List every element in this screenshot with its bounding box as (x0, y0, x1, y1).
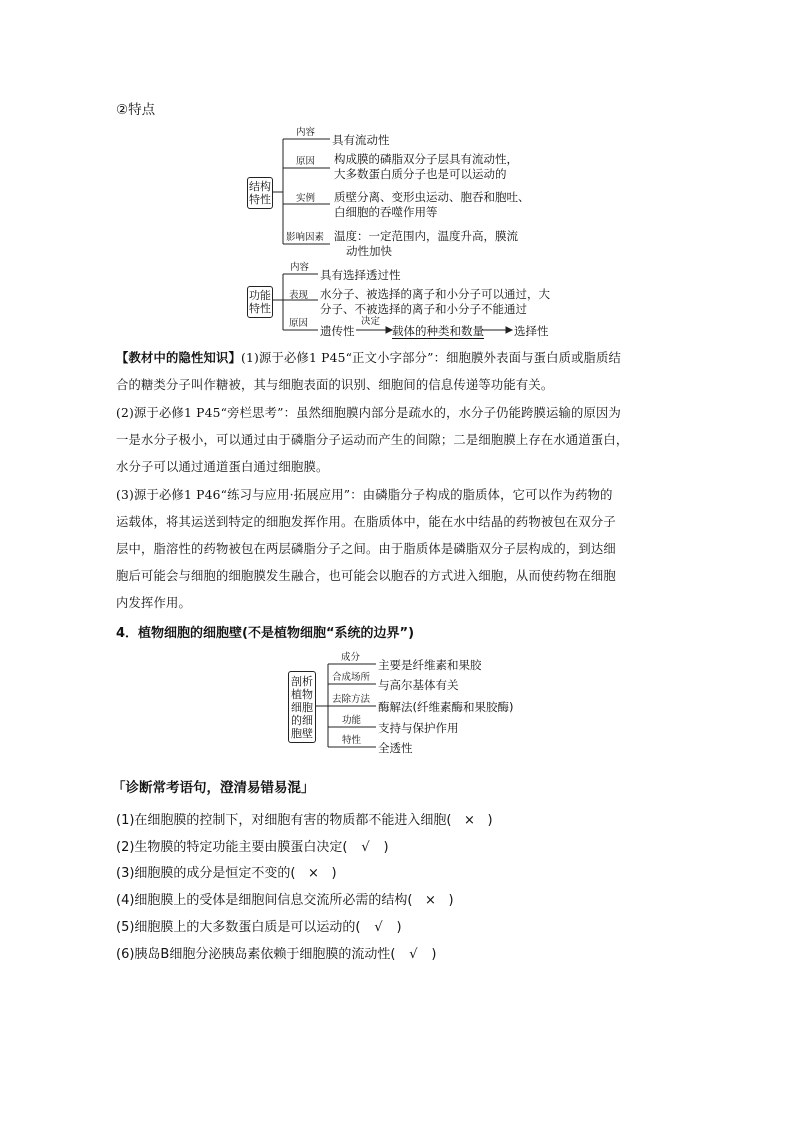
function-branch-text: 分子、不被选择的离子和小分子不能通过 (320, 302, 527, 316)
answer-mark: × (464, 813, 475, 828)
paragraph-3-line-3: 层中，脂溶性的药物被包在两层磷脂分子之间。由于脂质体是磷脂双分子层构成的，到达细 (116, 542, 616, 556)
function-branch-label: 内容 (290, 262, 310, 273)
structure-branch-text: 白细胞的吞噬作用等 (334, 205, 438, 219)
structure-branch-text: 质壁分离、变形虫运动、胞吞和胞吐、 (334, 190, 530, 204)
function-chain-start: 遗传性 (320, 324, 355, 338)
function-root-label: 功能 特性 (249, 289, 271, 315)
paragraph-3-line-2: 运载体，将其运送到特定的细胞发挥作用。在脂质体中，能在水中结晶的药物被包在双分子 (116, 515, 616, 529)
structure-branch-label: 实例 (296, 193, 316, 204)
function-branch-text: 具有选择透过性 (320, 268, 401, 282)
cell-wall-branch-text: 酶解法(纤维素酶和果胶酶) (378, 700, 514, 714)
answer-mark: × (425, 893, 436, 908)
paragraph-3-line-4: 胞后可能会与细胞的细胞膜发生融合，也可能会以胞吞的方式进入细胞，从而使药物在细胞 (116, 569, 616, 583)
answer-mark: √ (361, 840, 370, 855)
cell-wall-branch-label: 成分 (341, 652, 361, 663)
cell-wall-branch-label: 去除方法 (332, 694, 371, 705)
function-chain-end: 选择性 (514, 324, 549, 338)
structure-branch-text: 温度：一定范围内，温度升高，膜流 (334, 229, 518, 243)
cell-wall-root-label: 剖析 植物 细胞 的细 胞壁 (291, 674, 313, 740)
function-branch-label: 原因 (289, 318, 309, 329)
structure-branch-text: 大多数蛋白质分子也是可以运动的 (334, 167, 507, 181)
diagnosis-item: (2)生物膜的特定功能主要由膜蛋白决定( √ ) (116, 840, 389, 855)
diagnosis-item: (4)细胞膜上的受体是细胞间信息交流所必需的结构( × ) (116, 893, 454, 908)
structure-branch-label: 内容 (296, 127, 316, 138)
structure-root-label: 结构 特性 (249, 180, 271, 206)
cell-wall-branch-text: 全透性 (378, 741, 413, 755)
paragraph-2-line-2: 一是水分子极小，可以通过由于磷脂分子运动而产生的间隙；二是细胞膜上存在水通道蛋白， (116, 433, 629, 447)
diagnosis-heading: 「诊断常考语句，澄清易错易混」 (112, 780, 315, 796)
function-chain-verb: 决定 (361, 316, 381, 327)
structure-branch-text: 动性加快 (346, 244, 392, 258)
structure-branch-text: 构成膜的磷脂双分子层具有流动性， (334, 152, 518, 166)
paragraph-2-line-3: 水分子可以通过通道蛋白通过细胞膜。 (116, 460, 329, 474)
hidden-knowledge-label: 【教材中的隐性知识】 (116, 351, 241, 365)
cell-wall-branch-label: 合成场所 (332, 672, 371, 683)
section-title: ②特点 (116, 102, 156, 118)
diagnosis-item: (3)细胞膜的成分是恒定不变的( × ) (116, 866, 337, 881)
paragraph-3-line-1: (3)源于必修1 P46“练习与应用·拓展应用”：由磷脂分子构成的脂质体，它可以作为药物的 (116, 488, 613, 502)
cell-wall-branch-text: 支持与保护作用 (378, 721, 459, 735)
answer-mark: √ (374, 920, 383, 935)
cell-wall-branch-label: 功能 (342, 715, 362, 726)
diagnosis-item: (5)细胞膜上的大多数蛋白质是可以运动的( √ ) (116, 920, 402, 935)
answer-mark: √ (409, 947, 418, 962)
paragraph-1-line-2: 合的糖类分子叫作糖被，其与细胞表面的识别、细胞间的信息传递等功能有关。 (116, 378, 554, 392)
cell-wall-branch-label: 特性 (342, 735, 362, 746)
paragraph-2-line-1: (2)源于必修1 P45“旁栏思考”：虽然细胞膜内部分是疏水的，水分子仍能跨膜运输的原因为 (116, 406, 622, 420)
diagnosis-item: (6)胰岛B细胞分泌胰岛素依赖于细胞膜的流动性( √ ) (116, 947, 437, 962)
structure-branch-label: 原因 (296, 156, 316, 167)
cell-wall-heading: 4．植物细胞的细胞壁(不是植物细胞“系统的边界”) (116, 626, 415, 641)
answer-mark: × (308, 866, 319, 881)
cell-wall-root-box (288, 671, 316, 743)
function-branch-label: 表现 (289, 290, 309, 301)
paragraph-3-line-5: 内发挥作用。 (116, 596, 191, 610)
paragraph-1-line-1: 【教材中的隐性知识】(1)源于必修1 P45“正文小字部分”：细胞膜外表面与蛋白质或脂质结 (116, 351, 622, 365)
cell-wall-branch-text: 与高尔基体有关 (378, 678, 459, 692)
cell-wall-branch-text: 主要是纤维素和果胶 (378, 658, 482, 672)
structure-branch-text: 具有流动性 (332, 133, 390, 147)
diagnosis-item: (1)在细胞膜的控制下，对细胞有害的物质都不能进入细胞( × ) (116, 813, 493, 828)
function-chain-middle: 载体的种类和数量 (392, 324, 484, 338)
structure-branch-label: 影响因素 (286, 232, 325, 243)
function-branch-text: 水分子、被选择的离子和小分子可以通过，大 (320, 287, 550, 301)
